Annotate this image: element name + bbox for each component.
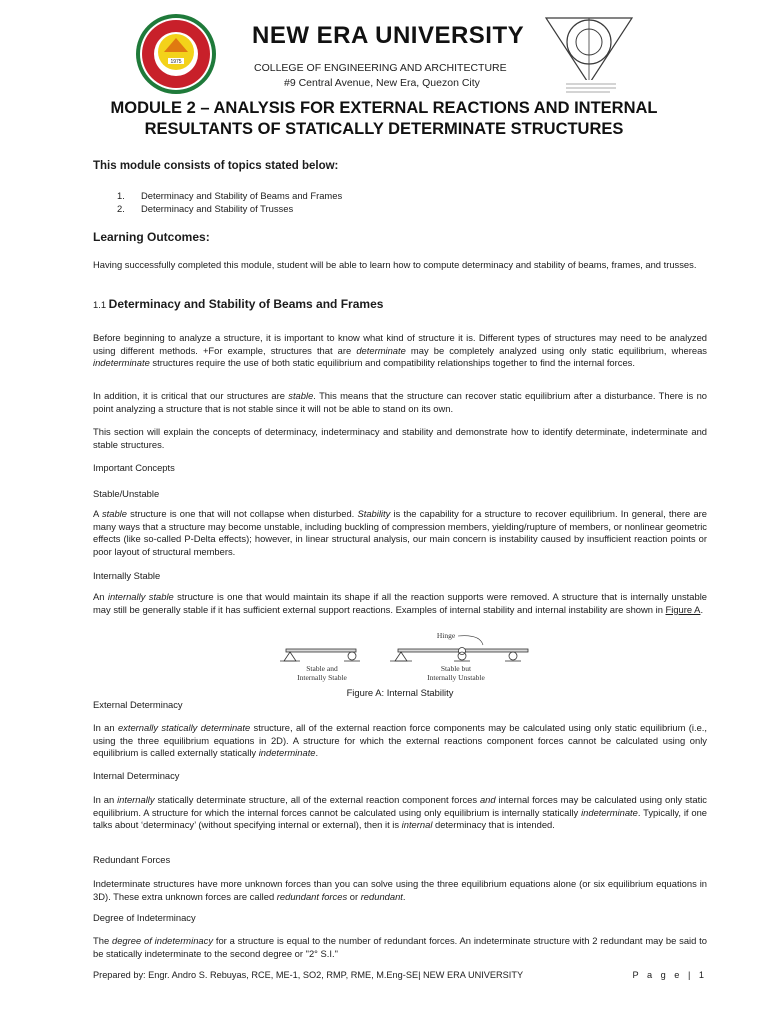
fig-right-label-2: Internally Unstable: [427, 673, 485, 682]
footer-page-number: P a g e | 1: [632, 970, 707, 980]
paragraph-stable: In addition, it is critical that our structures are stable. This means that the structure can recover static equilibrium after a disturbance. There is no point analyzing a structure that is not stable since it will not be able to stand on its own.: [93, 390, 708, 414]
external-determinacy-heading: External Determinacy: [93, 699, 183, 710]
paragraph-section-intro: This section will explain the concepts of determinacy, indeterminacy and stability and demonstrate how to identify determinate, indeterminate and stable structures.: [93, 426, 707, 450]
university-seal-logo: [134, 12, 218, 96]
header: [0, 8, 768, 90]
paragraph-degree-indeterminacy: The degree of indeterminacy for a structure is equal to the number of redundant forces. An indeterminate structure with 2 redundant may be said to be statically indeterminate to the second degree or "2° S.I.": [93, 935, 707, 959]
topics-heading: This module consists of topics stated below:: [93, 160, 339, 172]
page-footer: [93, 970, 707, 980]
seal-year: 1975: [170, 59, 182, 65]
university-address: #9 Central Avenue, New Era, Quezon City: [284, 77, 480, 89]
topics-list: [93, 190, 707, 215]
paragraph-stability: A stable structure is one that will not collapse when disturbed. Stability is the capability for a structure to recover equilibrium. In general, there are many ways that a structure may become unstable, including buckling of compression members, yielding/rupture of members, or nonlinear geometric effects (like so-called P-Delta effects); however, in linear structural analysis, our main concern is instability caused by insufficient reaction points or poor layout of structural members.: [93, 508, 707, 557]
college-logo: [540, 14, 636, 100]
figure-a-link[interactable]: Figure A: [665, 603, 701, 615]
university-name: NEW ERA UNIVERSITY: [252, 22, 525, 49]
outcomes-heading: Learning Outcomes:: [93, 230, 210, 244]
important-concepts-heading: Important Concepts: [93, 462, 175, 473]
paragraph-intro: Before beginning to analyze a structure, it is important to know what kind of structure it is. Different types of structures may need to be analyzed using different methods. +For example, structures that are determinate may be completely analyzed using only static equilibrium, whereas indeterminate structures require the use of both static equilibrium and compatibility relationships together to find the internal forces.: [93, 332, 707, 369]
degree-indeterminacy-heading: Degree of Indeterminacy: [93, 912, 196, 923]
footer-prepared-by: Prepared by: Engr. Andro S. Rebuyas, RCE, ME-1, SO2, RMP, RME, M.Eng-SE| NEW ERA UNIVERSITY: [93, 970, 524, 980]
outcomes-text: Having successfully completed this module, student will be able to learn how to compute determinacy and stability of beams, frames, and trusses.: [93, 259, 697, 270]
fig-hinge-label: Hinge: [436, 631, 456, 640]
module-title: [40, 98, 728, 140]
module-title-line1: MODULE 2 – ANALYSIS FOR EXTERNAL REACTIONS AND INTERNAL: [110, 99, 658, 117]
college-name: COLLEGE OF ENGINEERING AND ARCHITECTURE: [254, 62, 507, 74]
module-title-line2: RESULTANTS OF STATICALLY DETERMINATE STRUCTURES: [144, 120, 624, 138]
internal-determinacy-heading: Internal Determinacy: [93, 770, 180, 781]
fig-left-label-1: Stable and: [306, 664, 338, 673]
internally-stable-heading: Internally Stable: [93, 570, 161, 581]
redundant-forces-heading: Redundant Forces: [93, 854, 171, 865]
paragraph-internally-stable: An internally stable structure is one that would maintain its shape if all the reaction supports were removed. A structure that is internally unstable may still be generally stable if it has sufficient external support reactions. Examples of internal stability and internal instability are shown in Figure A.: [93, 591, 708, 615]
paragraph-redundant-forces: Indeterminate structures have more unknown forces than you can solve using the three equilibrium equations alone (or six equilibrium equations in 3D). These extra unknown forces are called redundant forces or redundant.: [93, 878, 707, 902]
figure-a-diagram: [276, 631, 536, 689]
paragraph-external-determinacy: In an externally statically determinate structure, all of the external reaction force components may be calculated using only static equilibrium (i.e., using the three equilibrium equations in 2D). A structure for which the external reactions component forces cannot be calculated using only equilibrium is called externally statically indeterminate.: [93, 722, 707, 759]
fig-left-label-2: Internally Stable: [297, 673, 347, 682]
stable-unstable-heading: Stable/Unstable: [93, 488, 160, 499]
fig-right-label-1: Stable but: [440, 664, 472, 673]
list-item: 1. Determinacy and Stability of Beams and Frames: [117, 190, 343, 201]
paragraph-internal-determinacy: In an internally statically determinate structure, all of the external reaction component forces and internal forces may be calculated using only static equilibrium. A structure for which the internal forces cannot be calculated using only equilibrium is internally statically indeterminate. Typically, if one talks about ‘determinacy’ (without specifying internal or external), then it is internal determinacy that is intended.: [93, 794, 708, 831]
figure-a-caption: Figure A: Internal Stability: [346, 687, 454, 698]
section-heading: 1.1 Determinacy and Stability of Beams and Frames: [93, 297, 384, 311]
list-item: 2. Determinacy and Stability of Trusses: [117, 202, 294, 214]
